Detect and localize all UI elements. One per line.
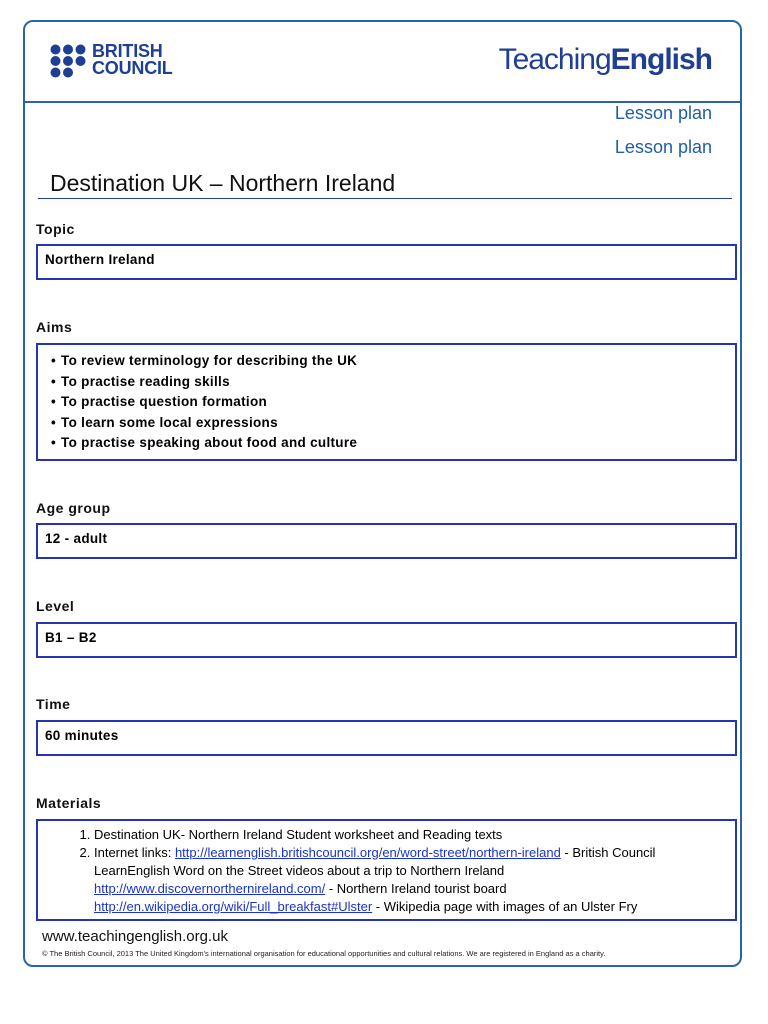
british-council-logo-text: BRITISH COUNCIL (92, 41, 173, 78)
footer-copyright: © The British Council, 2013 The United Kingdom's international organisation for educational opportunities and cultural relations. We are registered in England as a charity. (42, 949, 606, 958)
aim-item: • To review terminology for describing the UK (51, 351, 728, 372)
wikipedia-link[interactable]: http://en.wikipedia.org/wiki/Full_breakfast#Ulster (94, 899, 373, 914)
page-title: Destination UK – Northern Ireland (50, 170, 396, 196)
level-label: Level (36, 598, 75, 614)
discover-ni-link[interactable]: http://www.discovernorthernireland.com/ (94, 881, 326, 896)
doc-type-label: Lesson plan (614, 103, 712, 123)
title-divider (38, 198, 732, 199)
teaching-english-logo: TeachingEnglish (498, 43, 712, 76)
time-value: 60 minutes (45, 728, 119, 743)
materials-box (36, 819, 737, 921)
footer-url: www.teachingenglish.org.uk (42, 928, 228, 945)
doc-type-label-repeat: Lesson plan (614, 137, 712, 157)
materials-label: Materials (36, 795, 102, 811)
british-council-logo-icon (50, 44, 86, 78)
aim-item: • To practise question formation (51, 392, 728, 413)
aim-item: • To learn some local expressions (51, 413, 728, 434)
aims-list (45, 351, 728, 454)
level-value: B1 – B2 (45, 630, 97, 645)
age-group-value: 12 - adult (45, 531, 108, 546)
time-label: Time (36, 696, 71, 712)
materials-list (42, 826, 731, 916)
topic-box (36, 244, 737, 280)
aim-item: • To practise speaking about food and culture (51, 433, 728, 454)
materials-item: 1. Destination UK- Northern Ireland Student worksheet and Reading texts (94, 826, 731, 844)
age-group-box (36, 523, 737, 559)
aim-item: • To practise reading skills (51, 372, 728, 393)
learnenglish-link[interactable]: http://learnenglish.britishcouncil.org/en/word-street/northern-ireland (174, 845, 561, 860)
topic-value: Northern Ireland (45, 252, 155, 267)
level-box (36, 622, 737, 658)
aims-box (36, 343, 737, 461)
age-group-label: Age group (36, 500, 111, 516)
topic-label: Topic (36, 221, 75, 237)
materials-item: 2. Internet links: http://learnenglish.britishcouncil.org/en/word-street/northern-ireland - British Council LearnEnglish Word on the Street videos about a trip to Northern Ireland http://www.discovernorthernireland.com/ - Northern Ireland tourist board http://en.wikipedia.org/wiki/Full_breakfast#Ulster - Wikipedia page with images of an Ulster Fry (94, 844, 731, 916)
time-box (36, 720, 737, 756)
aims-label: Aims (36, 319, 73, 335)
